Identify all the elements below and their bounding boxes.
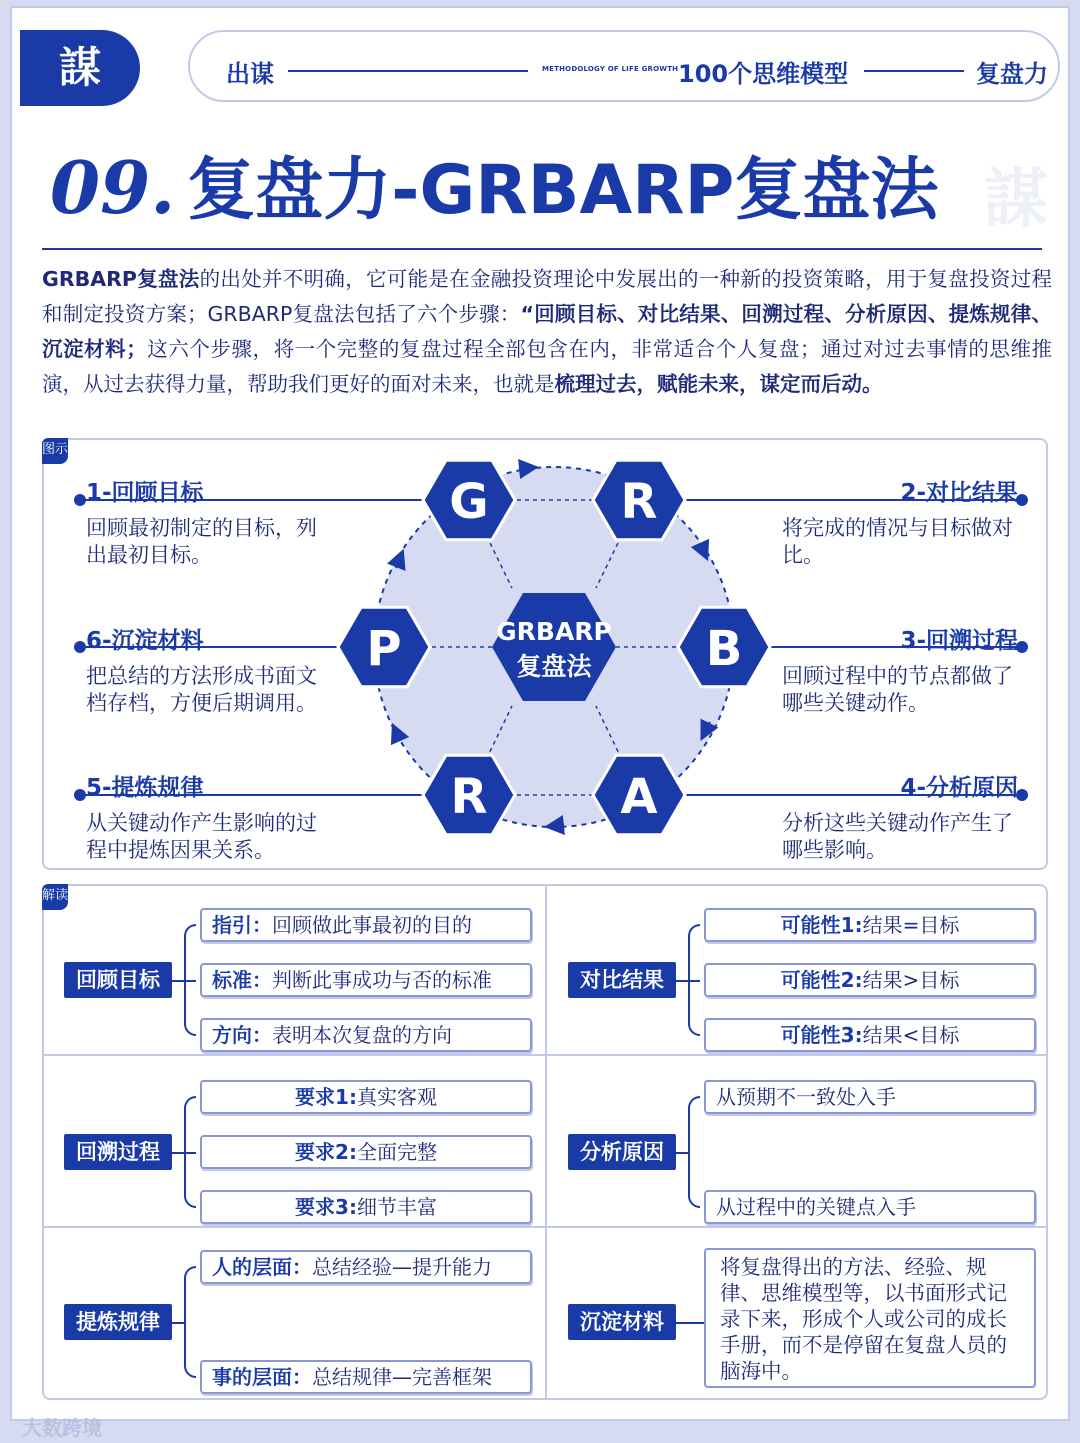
bracket	[184, 1266, 196, 1378]
panel2-item-1	[704, 908, 1036, 942]
page	[10, 6, 1070, 1440]
step-6-desc: 把总结的方法形成书面文档存档，方便后期调用。	[86, 664, 317, 715]
header-center-label: 100个思维模型	[678, 60, 849, 88]
item-key: 指引：	[212, 913, 272, 937]
intro-text-2: 这六个步骤，将一个完整的复盘过程全部包含在内，非常适合个人复盘；通过对过去事情的思维推演，从过去获得力量，帮助我们更好的面对未来，也就是	[42, 337, 1053, 396]
stub	[676, 1152, 688, 1154]
page-title	[50, 136, 938, 233]
stub	[688, 980, 700, 982]
item-key: 可能性1:	[780, 913, 863, 937]
panel-deposit-material-label: 沉淀材料	[568, 1304, 676, 1340]
hex-r2-letter: R	[450, 769, 488, 825]
panel-compare-result-label: 对比结果	[568, 962, 676, 998]
item-key: 可能性3:	[780, 1023, 863, 1047]
title-number: 09.	[50, 145, 176, 230]
item-value: 细节丰富	[356, 1195, 437, 1219]
diagram-tag: 图示	[42, 438, 68, 464]
intro-bold-1: GRBARP复盘法	[42, 267, 200, 291]
stub	[172, 980, 184, 982]
title-text: 复盘力-GRBARP复盘法	[187, 151, 939, 230]
panel5-item-2	[200, 1360, 532, 1394]
item-value: 总结规律—完善框架	[312, 1365, 492, 1389]
ring-arrow-top	[519, 468, 529, 469]
panel2-item-3	[704, 1018, 1036, 1052]
item-key: 可能性2:	[780, 968, 863, 992]
panel-divider-1	[44, 1054, 1046, 1056]
panel6-text: 将复盘得出的方法、经验、规律、思维模型等，以书面形式记录下来，形成个人或公司的成长手册，而不是停留在复盘人员的脑海中。	[704, 1248, 1036, 1388]
item-value: 判断此事成功与否的标准	[272, 968, 492, 992]
stub	[172, 1322, 184, 1324]
item-key: 标准：	[212, 968, 272, 992]
hex-r1-letter: R	[620, 474, 658, 530]
item-value: 结果=目标	[862, 913, 960, 937]
panels-tag: 解读	[42, 884, 68, 910]
panel1-item-1	[200, 908, 532, 942]
step-3-desc: 回顾过程中的节点都做了哪些关键动作。	[782, 664, 1013, 715]
stub	[184, 980, 196, 982]
header-line-right	[864, 70, 964, 72]
item-value: 结果<目标	[862, 1023, 960, 1047]
step-4-desc: 分析这些关键动作产生了哪些影响。	[782, 811, 1013, 862]
center-line2: 复盘法	[516, 652, 592, 681]
header-small-text: METHODOLOGY OF LIFE GROWTH	[542, 65, 679, 73]
step-2	[718, 474, 1018, 569]
stub	[676, 1322, 704, 1324]
header-left-label: 出谋	[226, 60, 274, 88]
step-4-title: 4-分析原因	[900, 775, 1018, 801]
panel3-item-1	[200, 1080, 532, 1114]
step-1-title: 1-回顾目标	[86, 480, 204, 506]
ring-arrow-bottom	[554, 825, 564, 826]
panel-divider-2	[44, 1226, 1046, 1228]
hex-g-letter: G	[449, 474, 489, 530]
step-6	[86, 622, 386, 717]
panel-extract-rule-label: 提炼规律	[64, 1304, 172, 1340]
center-line1: GRBARP	[496, 617, 612, 646]
ghost-logo: 謀	[984, 163, 1048, 237]
panel4-item-2: 从过程中的关键点入手	[704, 1190, 1036, 1224]
step-3	[718, 622, 1018, 717]
item-value: 表明本次复盘的方向	[272, 1023, 452, 1047]
header-right-label: 复盘力	[976, 60, 1048, 88]
intro-text-1: 的出处并不明确，它可能是在金融投资理论中发展出的一种新的投资策略，用于复盘投资过程和制定投资方案；GRBARP复盘法包括了六个步骤：	[42, 267, 1052, 326]
item-value: 全面完整	[356, 1140, 437, 1164]
panel-analyze-cause-label: 分析原因	[568, 1134, 676, 1170]
panel-trace-process-label: 回溯过程	[64, 1134, 172, 1170]
item-value: 总结经验—提升能力	[312, 1255, 492, 1279]
intro-paragraph	[42, 262, 1052, 402]
hex-b-letter: B	[705, 621, 743, 677]
stub	[172, 1152, 184, 1154]
item-key: 要求3:	[295, 1195, 357, 1219]
step-5-desc: 从关键动作产生影响的过程中提炼因果关系。	[86, 811, 317, 862]
logo: 謀	[20, 30, 140, 106]
step-1	[86, 474, 386, 569]
panel4-item-1: 从预期不一致处入手	[704, 1080, 1036, 1114]
hex-p-letter: P	[366, 621, 402, 677]
panel-review-goal-label: 回顾目标	[64, 962, 172, 998]
step-5-title: 5-提炼规律	[86, 775, 204, 801]
item-key: 人的层面：	[212, 1255, 312, 1279]
panel3-item-2	[200, 1135, 532, 1169]
header-line-left	[288, 70, 528, 72]
header-bar	[188, 30, 1060, 102]
item-value: 结果>目标	[862, 968, 960, 992]
step-5	[86, 769, 386, 864]
panel3-item-3	[200, 1190, 532, 1224]
interpretation-panels	[42, 884, 1048, 1400]
panel2-item-2	[704, 963, 1036, 997]
grbarp-diagram	[42, 438, 1048, 870]
bracket	[688, 1096, 700, 1208]
step-6-title: 6-沉淀材料	[86, 628, 204, 654]
intro-bold-3: 梳理过去，赋能未来，谋定而后动。	[554, 372, 883, 396]
panel1-item-2	[200, 963, 532, 997]
panel-divider-vertical	[545, 886, 547, 1398]
panel1-item-3	[200, 1018, 532, 1052]
step-1-desc: 回顾最初制定的目标，列出最初目标。	[86, 516, 317, 567]
stub	[676, 980, 688, 982]
item-key: 方向：	[212, 1023, 272, 1047]
hex-a-letter: A	[620, 769, 658, 825]
step-4	[718, 769, 1018, 864]
panel5-item-1	[200, 1250, 532, 1284]
intro-bold-2: “回顾目标、对比结果、回溯过程、分析原因、提炼规律、沉淀材料；	[42, 302, 1052, 361]
item-key: 事的层面：	[212, 1365, 312, 1389]
title-divider	[42, 248, 1042, 250]
item-key: 要求1:	[295, 1085, 357, 1109]
watermark: 大数跨境	[22, 1416, 102, 1440]
step-3-title: 3-回溯过程	[900, 628, 1018, 654]
step-2-title: 2-对比结果	[900, 480, 1018, 506]
item-key: 要求2:	[295, 1140, 357, 1164]
stub	[184, 1152, 196, 1154]
item-value: 回顾做此事最初的目的	[272, 913, 472, 937]
item-value: 真实客观	[356, 1085, 437, 1109]
step-2-desc: 将完成的情况与目标做对比。	[782, 516, 1013, 567]
